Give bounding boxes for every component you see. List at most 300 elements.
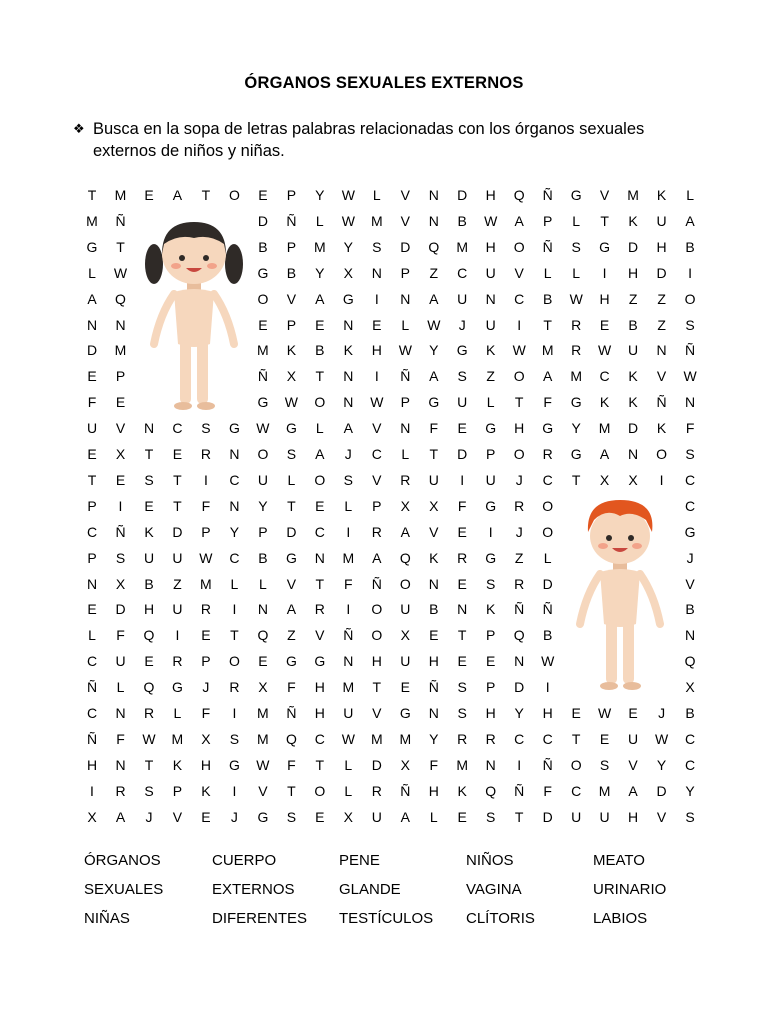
grid-letter: T <box>87 471 97 488</box>
grid-letter: R <box>514 497 525 514</box>
grid-letter: X <box>115 446 126 462</box>
grid-letter: H <box>371 653 382 670</box>
grid-letter: F <box>543 782 552 799</box>
grid-letter: O <box>314 782 326 799</box>
grid-letter: W <box>341 187 355 203</box>
grid-letter: U <box>115 653 126 670</box>
grid-letter: N <box>428 575 439 592</box>
grid-letter: Y <box>429 730 439 747</box>
grid-letter: X <box>115 575 126 592</box>
grid-letter: D <box>257 212 268 229</box>
grid-letter: H <box>485 705 496 721</box>
grid-letter: R <box>514 575 525 592</box>
grid-letter: R <box>371 782 382 799</box>
grid-letter: C <box>571 782 582 799</box>
grid-letter: Z <box>657 290 666 307</box>
grid-letter: J <box>145 808 153 825</box>
grid-letter: Z <box>173 575 182 592</box>
grid-letter: E <box>457 575 467 592</box>
grid-letter: R <box>571 316 582 333</box>
grid-letter: E <box>599 316 610 333</box>
grid-letter: A <box>400 523 410 540</box>
grid-letter: K <box>486 601 496 618</box>
grid-letter: R <box>229 679 240 696</box>
word-list-item: LABIOS <box>593 910 648 927</box>
grid-letter: O <box>399 575 411 592</box>
grid-letter: U <box>656 212 667 229</box>
grid-letter: G <box>314 653 326 670</box>
grid-letter: K <box>656 420 667 437</box>
grid-letter: C <box>86 653 98 670</box>
grid-letter: C <box>86 705 98 721</box>
grid-letter: Z <box>486 368 495 385</box>
grid-letter: O <box>513 238 525 255</box>
grid-letter: U <box>485 471 496 488</box>
grid-letter: N <box>343 394 354 411</box>
grid-letter: B <box>685 601 695 618</box>
grid-letter: R <box>542 446 553 462</box>
grid-letter: A <box>172 187 183 203</box>
grid-letter: Z <box>657 316 666 333</box>
grid-letter: E <box>457 420 467 437</box>
grid-letter: G <box>570 446 582 462</box>
grid-letter: B <box>543 627 553 644</box>
grid-letter: F <box>429 420 439 437</box>
word-list-item: URINARIO <box>593 881 667 898</box>
grid-letter: G <box>570 394 582 411</box>
grid-letter: T <box>315 756 325 773</box>
grid-letter: F <box>116 730 125 747</box>
grid-letter: V <box>400 212 410 229</box>
grid-letter: N <box>656 342 667 359</box>
grid-letter: P <box>87 497 97 514</box>
grid-letter: O <box>513 368 525 385</box>
grid-letter: J <box>686 549 694 566</box>
grid-letter: B <box>685 238 695 255</box>
grid-letter: T <box>201 187 211 203</box>
word-list-item: DIFERENTES <box>212 910 308 927</box>
grid-letter: I <box>118 497 123 514</box>
grid-letter: L <box>315 212 324 229</box>
grid-letter: G <box>228 420 240 437</box>
grid-letter: N <box>400 420 411 437</box>
grid-letter: N <box>115 705 126 721</box>
grid-letter: X <box>685 679 695 696</box>
grid-letter: D <box>286 523 297 540</box>
grid-letter: V <box>628 756 638 773</box>
grid-letter: L <box>401 316 410 333</box>
grid-letter: Ñ <box>86 679 98 696</box>
grid-letter: T <box>116 238 125 255</box>
grid-letter: V <box>429 523 439 540</box>
grid-letter: B <box>685 705 695 721</box>
grid-letter: L <box>344 756 353 773</box>
grid-letter: N <box>400 290 411 307</box>
grid-letter: M <box>114 342 127 359</box>
grid-letter: E <box>87 601 97 618</box>
grid-letter: O <box>257 290 269 307</box>
grid-letter: E <box>372 316 382 333</box>
grid-letter: W <box>427 316 441 333</box>
grid-letter: E <box>429 627 439 644</box>
grid-letter: H <box>86 756 98 773</box>
grid-letter: X <box>87 808 97 825</box>
grid-letter: M <box>86 212 98 229</box>
grid-letter: F <box>543 394 552 411</box>
grid-letter: N <box>485 290 496 307</box>
grid-letter: N <box>343 653 354 670</box>
grid-letter: B <box>628 316 638 333</box>
grid-letter: L <box>429 808 438 825</box>
grid-letter: O <box>542 523 554 540</box>
grid-letter: L <box>315 420 324 437</box>
grid-letter: M <box>257 730 269 747</box>
grid-letter: D <box>514 679 525 696</box>
grid-letter: I <box>90 782 94 799</box>
grid-letter: P <box>172 782 183 799</box>
grid-letter: T <box>144 756 154 773</box>
grid-letter: W <box>341 212 355 229</box>
grid-letter: U <box>457 290 468 307</box>
grid-letter: E <box>599 730 610 747</box>
grid-letter: B <box>543 290 553 307</box>
grid-letter: M <box>114 187 127 203</box>
grid-letter: P <box>258 523 268 540</box>
grid-letter: T <box>144 446 154 462</box>
grid-letter: W <box>398 342 412 359</box>
grid-letter: L <box>543 549 552 566</box>
grid-letter: R <box>200 446 211 462</box>
grid-letter: Q <box>428 238 440 255</box>
grid-letter: H <box>371 342 382 359</box>
grid-letter: F <box>457 497 467 514</box>
grid-letter: T <box>173 471 182 488</box>
grid-letter: H <box>428 782 439 799</box>
grid-letter: F <box>201 497 211 514</box>
grid-letter: O <box>570 756 582 773</box>
grid-letter: G <box>257 808 269 825</box>
grid-letter: A <box>372 549 382 566</box>
grid-letter: Ñ <box>400 368 411 385</box>
grid-letter: T <box>315 575 325 592</box>
grid-letter: S <box>457 679 467 696</box>
grid-letter: H <box>200 756 211 773</box>
grid-letter: I <box>374 368 379 385</box>
grid-letter: N <box>428 212 439 229</box>
grid-letter: G <box>599 238 611 255</box>
bullet-icon: ❖ <box>73 121 85 136</box>
grid-letter: L <box>173 705 182 721</box>
grid-letter: N <box>115 316 126 333</box>
grid-letter: D <box>542 808 553 825</box>
grid-letter: S <box>201 420 211 437</box>
grid-letter: K <box>457 782 467 799</box>
grid-letter: E <box>315 316 325 333</box>
grid-letter: X <box>628 471 638 488</box>
grid-letter: A <box>685 212 695 229</box>
grid-letter: S <box>685 316 695 333</box>
grid-letter: E <box>457 808 467 825</box>
grid-letter: R <box>314 601 325 618</box>
grid-letter: X <box>429 497 439 514</box>
grid-letter: V <box>599 187 610 203</box>
grid-letter: T <box>600 212 609 229</box>
grid-letter: Y <box>315 264 325 281</box>
grid-letter: S <box>343 471 353 488</box>
grid-letter: I <box>175 627 180 644</box>
grid-letter: S <box>457 368 467 385</box>
grid-letter: M <box>399 730 412 747</box>
grid-letter: W <box>341 730 355 747</box>
grid-letter: X <box>286 368 297 385</box>
grid-letter: W <box>142 730 156 747</box>
grid-letter: G <box>399 705 411 721</box>
grid-letter: U <box>400 653 411 670</box>
grid-letter: F <box>429 756 439 773</box>
grid-letter: E <box>144 497 154 514</box>
grid-letter: K <box>343 342 353 359</box>
grid-letter: W <box>597 705 612 721</box>
grid-letter: E <box>457 653 467 670</box>
grid-letter: P <box>286 316 297 333</box>
grid-letter: C <box>514 730 525 747</box>
grid-letter: T <box>514 394 524 411</box>
word-list-item: CLÍTORIS <box>466 910 535 927</box>
grid-letter: L <box>116 679 125 696</box>
grid-letter: H <box>428 653 439 670</box>
grid-letter: X <box>258 679 268 696</box>
grid-letter: T <box>230 627 239 644</box>
grid-letter: Q <box>513 627 525 644</box>
grid-letter: K <box>656 187 667 203</box>
grid-letter: Q <box>115 290 126 307</box>
grid-letter: F <box>287 679 296 696</box>
grid-letter: U <box>457 394 468 411</box>
grid-letter: N <box>86 575 98 592</box>
girl-illustration <box>140 214 248 414</box>
grid-letter: T <box>315 368 325 385</box>
grid-letter: Y <box>571 420 581 437</box>
grid-letter: O <box>228 187 240 203</box>
grid-letter: D <box>172 523 183 540</box>
grid-letter: I <box>232 601 237 618</box>
grid-letter: E <box>628 705 638 721</box>
grid-letter: K <box>144 523 154 540</box>
grid-letter: X <box>400 756 410 773</box>
grid-letter: J <box>202 679 210 696</box>
grid-letter: V <box>286 575 297 592</box>
grid-letter: W <box>199 549 213 566</box>
grid-letter: Z <box>514 549 524 566</box>
grid-letter: W <box>256 756 270 773</box>
grid-letter: P <box>286 238 297 255</box>
grid-letter: G <box>485 420 497 437</box>
grid-letter: H <box>314 705 325 721</box>
grid-letter: N <box>86 316 98 333</box>
grid-letter: F <box>201 705 211 721</box>
grid-letter: F <box>87 394 97 411</box>
grid-letter: T <box>287 497 296 514</box>
grid-letter: M <box>370 730 383 747</box>
grid-letter: I <box>203 471 208 488</box>
grid-letter: C <box>371 446 382 462</box>
grid-letter: H <box>656 238 667 255</box>
grid-letter: O <box>542 497 554 514</box>
grid-letter: J <box>515 523 523 540</box>
grid-letter: Z <box>429 264 439 281</box>
grid-letter: A <box>429 368 439 385</box>
grid-letter: G <box>171 679 183 696</box>
grid-letter: W <box>256 420 270 437</box>
grid-letter: N <box>514 653 525 670</box>
grid-letter: K <box>286 342 297 359</box>
grid-letter: C <box>229 549 240 566</box>
grid-letter: E <box>258 187 268 203</box>
grid-letter: Ñ <box>542 238 553 255</box>
grid-letter: U <box>371 808 382 825</box>
grid-letter: X <box>343 808 353 825</box>
grid-letter: Q <box>143 627 155 644</box>
grid-letter: Q <box>684 653 696 670</box>
grid-letter: A <box>628 782 638 799</box>
grid-letter: Y <box>514 705 524 721</box>
grid-letter: P <box>115 368 126 385</box>
grid-letter: K <box>628 212 638 229</box>
grid-letter: E <box>87 368 97 385</box>
grid-letter: L <box>543 264 552 281</box>
grid-letter: G <box>684 523 696 540</box>
grid-letter: K <box>172 756 183 773</box>
grid-letter: L <box>372 187 381 203</box>
grid-letter: T <box>372 679 382 696</box>
grid-letter: W <box>683 368 697 385</box>
grid-letter: U <box>257 471 268 488</box>
word-list-item: SEXUALES <box>84 881 164 898</box>
grid-letter: G <box>257 264 269 281</box>
grid-letter: B <box>286 264 297 281</box>
grid-letter: P <box>486 627 496 644</box>
grid-letter: K <box>628 368 638 385</box>
grid-letter: U <box>628 342 639 359</box>
grid-letter: M <box>171 730 184 747</box>
grid-letter: G <box>485 497 497 514</box>
grid-letter: S <box>144 471 154 488</box>
grid-letter: R <box>115 782 126 799</box>
grid-letter: S <box>229 730 240 747</box>
grid-letter: A <box>400 808 410 825</box>
grid-letter: I <box>232 705 237 721</box>
grid-letter: I <box>688 264 693 281</box>
grid-letter: Q <box>257 627 269 644</box>
grid-letter: A <box>543 368 553 385</box>
grid-letter: Ñ <box>286 705 297 721</box>
grid-letter: J <box>230 808 238 825</box>
grid-letter: A <box>429 290 439 307</box>
word-list-item: TESTÍCULOS <box>339 910 434 927</box>
grid-letter: D <box>115 601 126 618</box>
grid-letter: S <box>115 549 126 566</box>
boy-illustration <box>570 494 670 694</box>
grid-letter: G <box>285 653 297 670</box>
grid-letter: Ñ <box>286 212 297 229</box>
grid-letter: I <box>374 290 379 307</box>
grid-letter: H <box>143 601 155 618</box>
grid-letter: S <box>457 705 467 721</box>
grid-letter: T <box>543 316 552 333</box>
grid-letter: G <box>485 549 497 566</box>
grid-letter: G <box>228 756 240 773</box>
grid-letter: O <box>314 394 326 411</box>
grid-letter: U <box>343 705 354 721</box>
grid-letter: R <box>485 730 496 747</box>
grid-letter: M <box>257 705 269 721</box>
grid-letter: D <box>86 342 98 359</box>
grid-letter: F <box>344 575 353 592</box>
grid-letter: Ñ <box>542 756 553 773</box>
grid-letter: X <box>343 264 353 281</box>
grid-letter: K <box>486 342 496 359</box>
grid-letter: L <box>88 627 96 644</box>
grid-letter: L <box>401 446 410 462</box>
grid-letter: O <box>314 471 326 488</box>
grid-letter: C <box>542 471 553 488</box>
grid-letter: V <box>115 420 126 437</box>
grid-letter: U <box>571 808 582 825</box>
grid-letter: S <box>685 446 695 462</box>
grid-letter: O <box>371 601 383 618</box>
grid-letter: W <box>370 394 384 411</box>
grid-letter: U <box>172 601 183 618</box>
grid-letter: N <box>343 368 354 385</box>
grid-letter: J <box>658 705 666 721</box>
grid-letter: R <box>571 342 582 359</box>
grid-letter: S <box>685 808 695 825</box>
grid-letter: V <box>258 782 268 799</box>
grid-letter: K <box>628 394 638 411</box>
grid-letter: M <box>313 238 326 255</box>
grid-letter: L <box>572 212 581 229</box>
grid-letter: K <box>599 394 610 411</box>
grid-letter: R <box>200 601 211 618</box>
grid-letter: B <box>258 238 268 255</box>
grid-letter: T <box>429 446 439 462</box>
grid-letter: Z <box>287 627 296 644</box>
grid-letter: N <box>343 316 354 333</box>
grid-letter: C <box>229 471 240 488</box>
grid-letter: M <box>627 187 639 203</box>
grid-letter: I <box>488 523 493 540</box>
grid-letter: S <box>144 782 154 799</box>
grid-letter: Ñ <box>371 575 382 592</box>
grid-letter: G <box>428 394 440 411</box>
grid-letter: X <box>201 730 211 747</box>
grid-letter: S <box>571 238 581 255</box>
grid-letter: Y <box>229 523 240 540</box>
word-list-item: VAGINA <box>466 881 522 898</box>
grid-letter: P <box>372 497 382 514</box>
grid-letter: L <box>344 497 353 514</box>
grid-letter: X <box>400 627 410 644</box>
grid-letter: U <box>143 549 155 566</box>
grid-letter: N <box>229 446 240 462</box>
grid-letter: P <box>486 679 496 696</box>
grid-letter: Y <box>429 342 439 359</box>
grid-letter: X <box>400 497 410 514</box>
grid-letter: U <box>485 264 496 281</box>
grid-letter: E <box>201 808 211 825</box>
grid-letter: H <box>514 420 525 437</box>
grid-letter: G <box>342 290 354 307</box>
